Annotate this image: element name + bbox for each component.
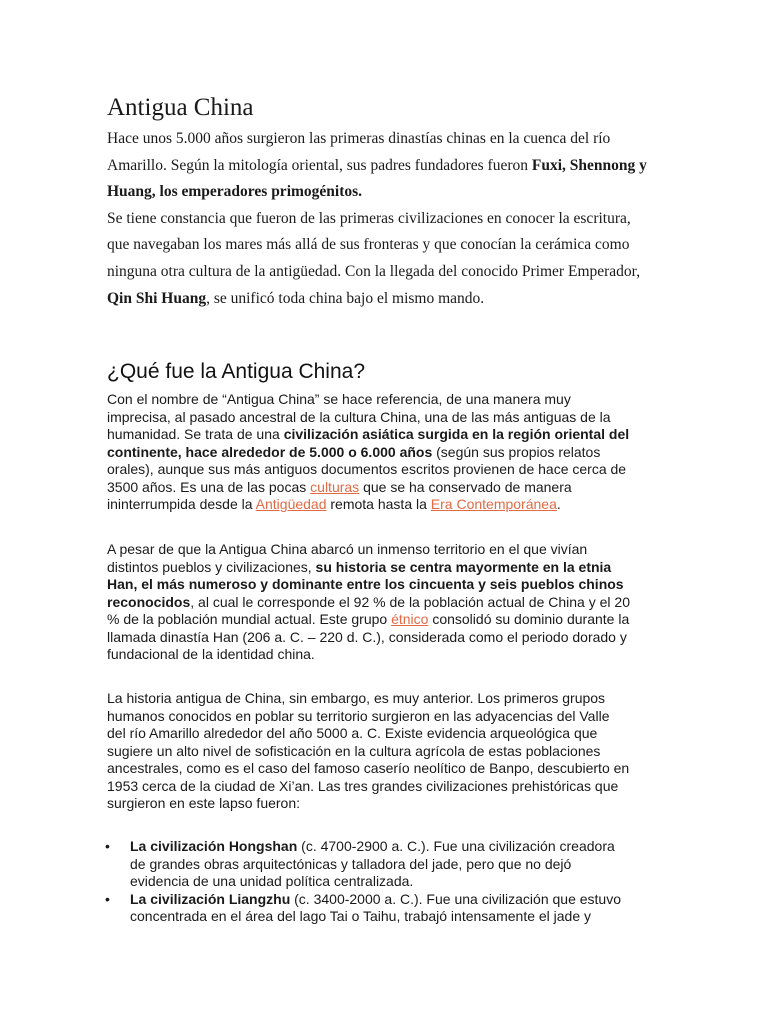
intro-section [107, 126, 647, 312]
p2-text-1: A pesar de que la Antigua China abarcó un inmenso territorio en el que vivían distintos pueblos y civilizaciones, [107, 541, 588, 575]
bullet-icon: • [105, 838, 110, 854]
link-etnico[interactable]: étnico [391, 611, 429, 627]
p1-bold-1: civilización asiática surgida en la región oriental del continente, hace alrededor de 5.000 o 6.000 años [107, 426, 630, 460]
list-item-text: (c. 4700-2900 a. C.). Fue una civilización creadora de grandes obras arquitectónicas y talladora del jade, pero que no dejó evidencia de una unidad política centralizada. [130, 838, 615, 889]
intro-paragraph-1 [107, 126, 647, 206]
p2-bold-1: su historia se centra mayormente en la etnia Han, el más numeroso y dominante entre los cincuenta y seis pueblos chinos reconocidos [107, 558, 624, 610]
link-culturas[interactable]: culturas [310, 478, 360, 495]
p1-text-2: (según sus propios relatos orales), aunque sus más antiguos documentos escritos provienen de hace cerca de 3500 años. Es una de las pocas [107, 443, 627, 495]
p2-text-3: consolidó su dominio durante la llamada dinastía Han (206 a. C. – 220 d. C.), considerada como el periodo dorado y fundacional de la identidad china. [107, 611, 630, 662]
intro-p2-end: , se unificó toda china bajo el mismo mando. [206, 289, 485, 307]
list-item [107, 891, 632, 926]
intro-p1-bold: Fuxi, Shennong y Huang, los emperadores primogénitos. [107, 156, 647, 201]
intro-paragraph-2 [107, 206, 647, 312]
intro-p2-text: Se tiene constancia que fueron de las primeras civilizaciones en conocer la escritura, que navegaban los mares más allá de sus fronteras y que conocían la cerámica como ninguna otra cultura de la antigüedad. Con la llegada del conocido Primer Emperador, [107, 209, 641, 280]
civilizations-list [107, 838, 632, 926]
p1-text-4: remota hasta la [326, 496, 431, 512]
bullet-icon: • [105, 890, 110, 907]
p3-text: La historia antigua de China, sin embargo, es muy anterior. Los primeros grupos humanos conocidos en poblar su territorio surgieron en las adyacencias del Valle del río Amarillo alrededor del año 5000 a. C. Existe evidencia arqueológica que sugiere un alto nivel de sofisticación en la cultura agrícola de estas poblaciones ancestrales, como es el caso del famoso caserío neolítico de Banpo, descubierto en 1953 cerca de la ciudad de Xi’an. Las tres grandes civilizaciones prehistóricas que surgieron en este lapso fueron: [107, 690, 630, 811]
p1-text-3: que se ha conservado de manera ininterrumpida desde la [107, 478, 572, 512]
list-item-title: La civilización Hongshan [130, 838, 298, 854]
link-era-contemporanea[interactable]: Era Contemporánea [430, 496, 557, 512]
page-title: Antigua China [107, 94, 254, 121]
section-heading: ¿Qué fue la Antigua China? [107, 360, 366, 383]
p2-text-2: , al cual le corresponde el 92 % de la población actual de China y el 20 % de la población mundial actual. Este grupo [107, 593, 630, 627]
list-item-title: La civilización Liangzhu [130, 890, 291, 907]
list-item-text: (c. 3400-2000 a. C.). Fue una civilización que estuvo concentrada en el área del lago Tai o Taihu, trabajó intensamente el jade y [130, 890, 621, 924]
p1-text-1: Con el nombre de “Antigua China” se hace referencia, de una manera muy imprecisa, al pasado ancestral de la cultura China, una de las más antiguas de la humanidad. Se trata de una [107, 391, 611, 442]
intro-p2-bold: Qin Shi Huang [107, 289, 207, 307]
paragraph-3 [107, 690, 632, 813]
p1-text-5: . [556, 496, 561, 512]
list-item [107, 838, 632, 891]
link-antiguedad[interactable]: Antigüedad [255, 496, 327, 512]
paragraph-2 [107, 541, 632, 664]
paragraph-1 [107, 391, 632, 514]
intro-p1-text: Hace unos 5.000 años surgieron las primeras dinastías chinas en la cuenca del río Amarillo. Según la mitología oriental, sus padres fundadores fueron [107, 130, 611, 174]
